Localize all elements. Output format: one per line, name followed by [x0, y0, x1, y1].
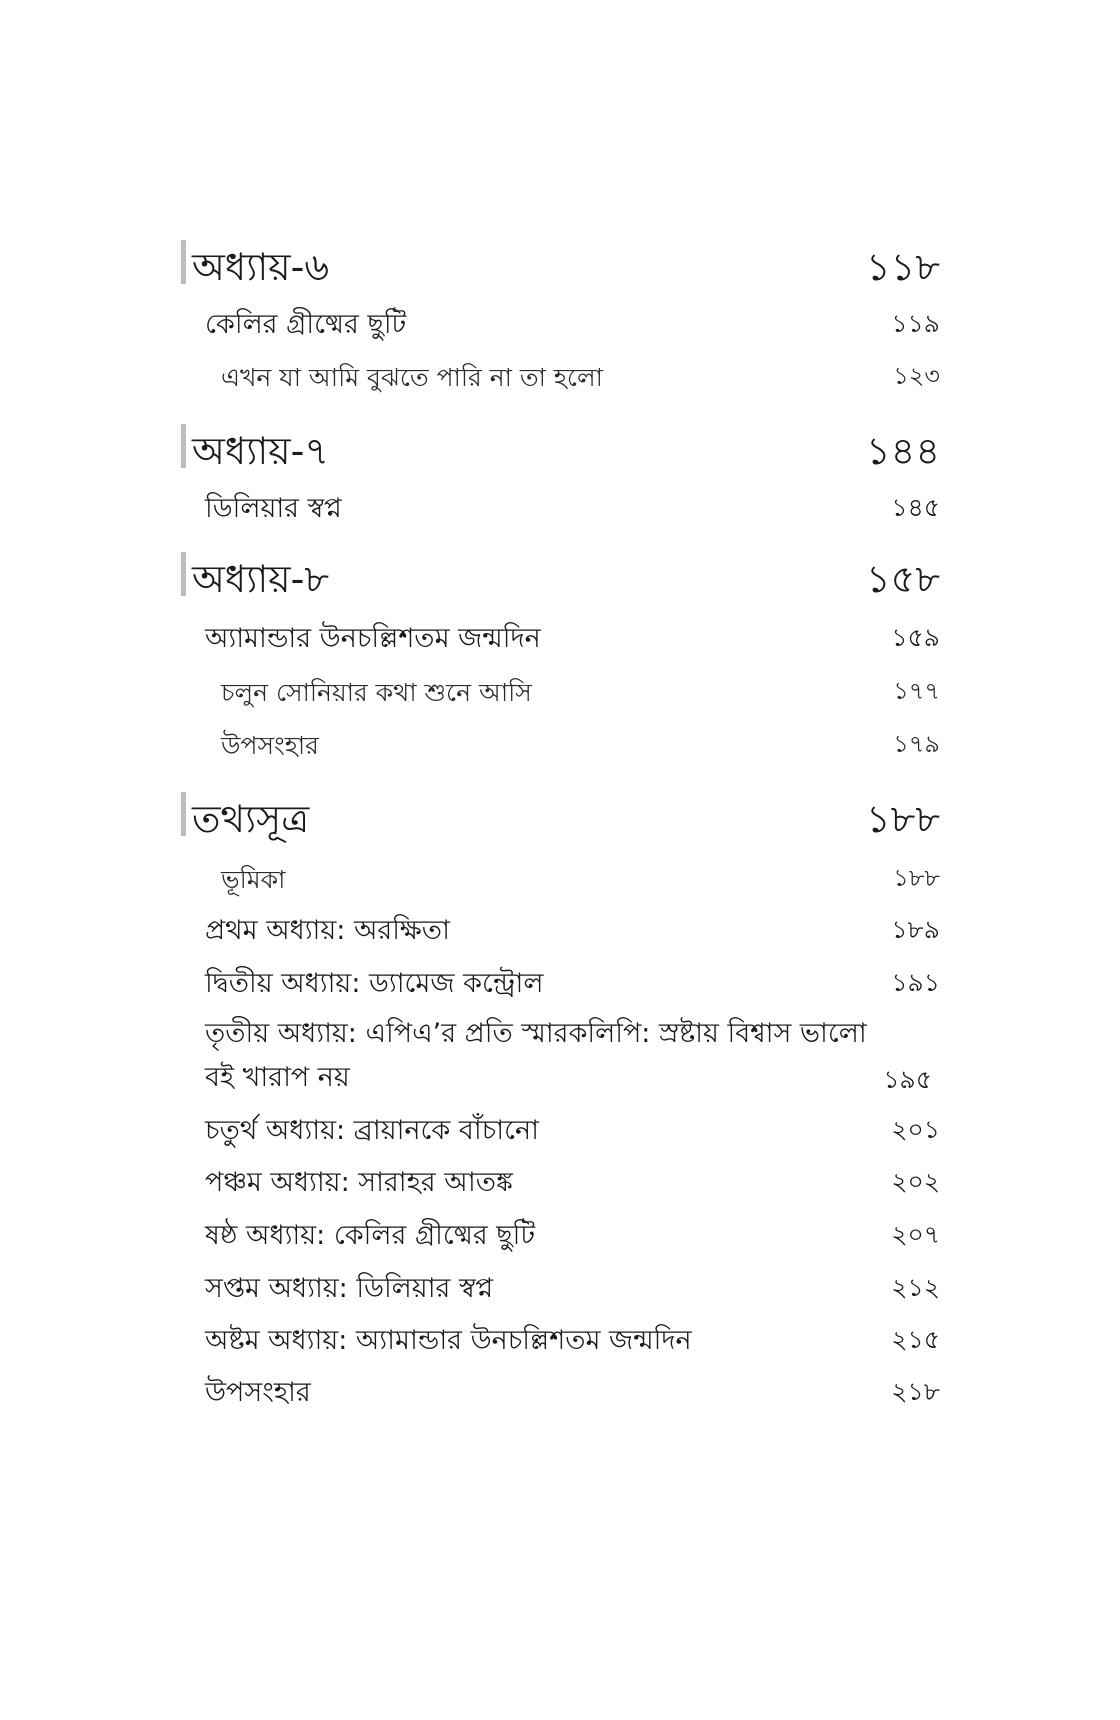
chapter-page-number: ১৫৮: [866, 557, 940, 601]
chapter-marker-bar: [181, 424, 186, 468]
chapter-title: অধ্যায়-৮: [192, 557, 330, 601]
entry-title: সপ্তম অধ্যায়: ডিলিয়ার স্বপ্ন: [205, 1273, 494, 1304]
chapter-title: অধ্যায়-৭: [192, 429, 330, 473]
entry-title: প্রথম অধ্যায়: অরক্ষিতা: [205, 915, 450, 946]
entry-title: কেলির গ্রীষ্মের ছুটি: [205, 309, 407, 340]
entry-page-number: ১৯৫: [883, 1065, 932, 1094]
chapter-title: তথ্যসূত্র: [192, 797, 310, 841]
chapter-marker-bar: [181, 792, 186, 836]
entry-page-number: ১৯১: [891, 968, 940, 997]
entry-title: উপসংহার: [221, 731, 319, 760]
entry-page-number: ১৭৭: [893, 677, 940, 705]
chapter-page-number: ১১৮: [866, 245, 940, 289]
chapter-marker-bar: [181, 552, 186, 596]
entry-page-number: ১৪৫: [891, 493, 940, 522]
entry-title: উপসংহার: [205, 1377, 311, 1408]
entry-title: অষ্টম অধ্যায়: অ্যামান্ডার উনচল্লিশতম জন্মদিন: [205, 1325, 692, 1356]
entry-title: তৃতীয় অধ্যায়: এপিএ’র প্রতি স্মারকলিপি: স্রষ্টায় বিশ্বাস ভালো বই খারাপ নয়: [205, 1018, 867, 1093]
chapter-page-number: ১৮৮: [866, 797, 940, 841]
entry-page-number: ২১২: [891, 1273, 940, 1302]
entry-title: পঞ্চম অধ্যায়: সারাহর আতঙ্ক: [205, 1167, 513, 1198]
entry-page-number: ২০৭: [891, 1220, 940, 1249]
entry-title: চলুন সোনিয়ার কথা শুনে আসি: [221, 678, 532, 707]
entry-page-number: ১৮৮: [893, 864, 940, 892]
chapter-title: অধ্যায়-৬: [192, 245, 330, 289]
entry-page-number: ১৮৯: [891, 915, 940, 944]
entry-page-number: ২০১: [891, 1115, 940, 1144]
entry-page-number: ১২৩: [893, 362, 940, 390]
chapter-page-number: ১৪৪: [866, 429, 940, 473]
entry-page-number: ১৭৯: [893, 730, 940, 758]
entry-page-number: ২১৮: [891, 1377, 940, 1406]
entry-title: ষষ্ঠ অধ্যায়: কেলির গ্রীষ্মের ছুটি: [205, 1220, 536, 1251]
entry-title: দ্বিতীয় অধ্যায়: ড্যামেজ কন্ট্রোল: [205, 968, 544, 999]
entry-title: ডিলিয়ার স্বপ্ন: [205, 493, 342, 524]
entry-title: ভূমিকা: [221, 865, 286, 894]
entry-page-number: ১১৯: [891, 309, 940, 338]
entry-title: চতুর্থ অধ্যায়: ব্রায়ানকে বাঁচানো: [205, 1115, 539, 1146]
entry-page-number: ২০২: [891, 1167, 940, 1196]
entry-page-number: ২১৫: [891, 1325, 940, 1354]
entry-title: অ্যামান্ডার উনচল্লিশতম জন্মদিন: [205, 623, 541, 654]
entry-page-number: ১৫৯: [891, 623, 940, 652]
entry-title: এখন যা আমি বুঝতে পারি না তা হলো: [221, 363, 603, 392]
chapter-marker-bar: [181, 240, 186, 284]
